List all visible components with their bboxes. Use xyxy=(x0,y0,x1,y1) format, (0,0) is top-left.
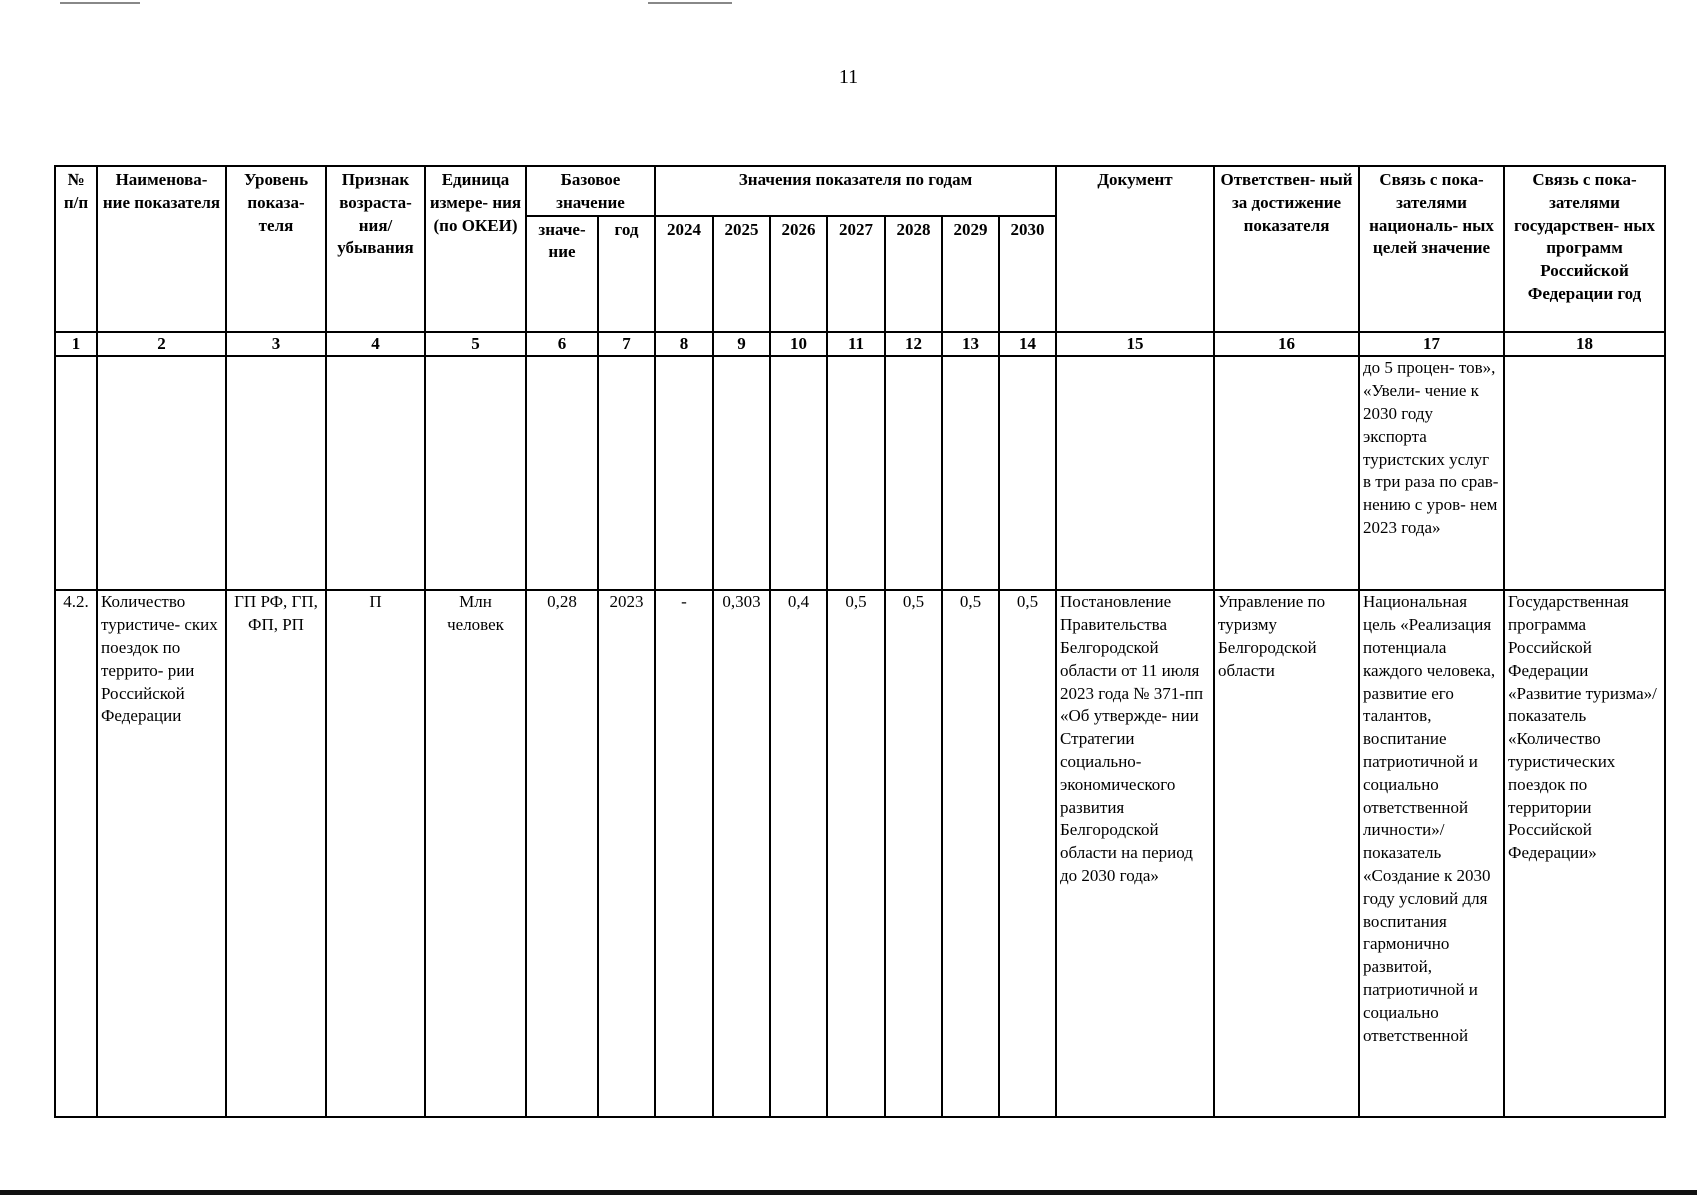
page-bottom-edge xyxy=(0,1190,1697,1195)
cell-level: ГП РФ, ГП, ФП, РП xyxy=(226,590,326,1117)
scan-mark-left xyxy=(60,2,140,4)
column-number: 8 xyxy=(655,332,713,357)
header-name: Наименова- ние показателя xyxy=(97,166,226,332)
cell-value-2025: 0,303 xyxy=(713,590,770,1117)
column-number: 4 xyxy=(326,332,425,357)
header-base-group: Базовое значение xyxy=(526,166,655,216)
header-responsible: Ответствен- ный за достижение показателя xyxy=(1214,166,1359,332)
column-number: 3 xyxy=(226,332,326,357)
header-num: № п/п xyxy=(55,166,97,332)
header-year-2024: 2024 xyxy=(655,216,713,332)
cell-num: 4.2. xyxy=(55,590,97,1117)
cell-national-goals: Национальная цель «Реализация потенциала каждого человека, развитие его талантов, воспитание патриотичной и социально ответственной личности»/ показатель «Создание к 2030 году условий для воспитания гармонично развитой, патриотичной и социально ответственной xyxy=(1359,590,1504,1117)
cell-base-year: 2023 xyxy=(598,590,655,1117)
cell-state-programs: Государственная программа Российской Федерации «Развитие туризма»/ показатель «Количество туристических поездок по территории Российской Федерации» xyxy=(1504,590,1665,1117)
header-state-programs: Связь с пока- зателями государствен- ных программ Российской Федерации год xyxy=(1504,166,1665,332)
column-number: 11 xyxy=(827,332,885,357)
scan-mark-right xyxy=(648,2,732,4)
cell-value-2027: 0,5 xyxy=(827,590,885,1117)
column-number: 2 xyxy=(97,332,226,357)
column-number: 14 xyxy=(999,332,1056,357)
header-level: Уровень показа- теля xyxy=(226,166,326,332)
cell-base-value: 0,28 xyxy=(526,590,598,1117)
column-numbering-row xyxy=(55,332,1665,357)
column-number: 1 xyxy=(55,332,97,357)
header-year-2026: 2026 xyxy=(770,216,827,332)
header-year-2029: 2029 xyxy=(942,216,999,332)
cell-unit: Млн человек xyxy=(425,590,526,1117)
header-year-2028: 2028 xyxy=(885,216,942,332)
header-document: Документ xyxy=(1056,166,1214,332)
cell-trend: П xyxy=(326,590,425,1117)
column-number: 10 xyxy=(770,332,827,357)
cell-name: Количество туристиче- ских поездок по террито- рии Российской Федерации xyxy=(97,590,226,1117)
table-row-continuation xyxy=(55,356,1665,590)
cell-national-goals-continued: до 5 процен- тов», «Увели- чение к 2030 году экспорта туристских услуг в три раза по срав- нению с уров- нем 2023 года» xyxy=(1359,356,1504,590)
column-number: 13 xyxy=(942,332,999,357)
cell-value-2024: - xyxy=(655,590,713,1117)
header-trend: Признак возраста- ния/ убывания xyxy=(326,166,425,332)
column-number: 17 xyxy=(1359,332,1504,357)
column-number: 12 xyxy=(885,332,942,357)
column-number: 9 xyxy=(713,332,770,357)
column-number: 7 xyxy=(598,332,655,357)
cell-responsible: Управление по туризму Белгородской области xyxy=(1214,590,1359,1117)
column-number: 5 xyxy=(425,332,526,357)
header-base-value: значе- ние xyxy=(526,216,598,332)
cell-value-2026: 0,4 xyxy=(770,590,827,1117)
header-years-group: Значения показателя по годам xyxy=(655,166,1056,216)
header-year-2027: 2027 xyxy=(827,216,885,332)
page-number: 11 xyxy=(838,66,859,88)
table-row-4-2 xyxy=(55,590,1665,1117)
indicators-table xyxy=(54,165,1666,1118)
header-year-2025: 2025 xyxy=(713,216,770,332)
header-unit: Единица измере- ния (по ОКЕИ) xyxy=(425,166,526,332)
cell-value-2030: 0,5 xyxy=(999,590,1056,1117)
cell-value-2028: 0,5 xyxy=(885,590,942,1117)
column-number: 18 xyxy=(1504,332,1665,357)
header-year-2030: 2030 xyxy=(999,216,1056,332)
cell-document: Постановление Правительства Белгородской области от 11 июля 2023 года № 371-пп «Об утвержде- нии Стратегии социально- экономического развития Белгородской области на период до 2030 года» xyxy=(1056,590,1214,1117)
column-number: 15 xyxy=(1056,332,1214,357)
header-national-goals: Связь с пока- зателями националь- ных целей значение xyxy=(1359,166,1504,332)
column-number: 16 xyxy=(1214,332,1359,357)
cell-value-2029: 0,5 xyxy=(942,590,999,1117)
header-base-year: год xyxy=(598,216,655,332)
column-number: 6 xyxy=(526,332,598,357)
